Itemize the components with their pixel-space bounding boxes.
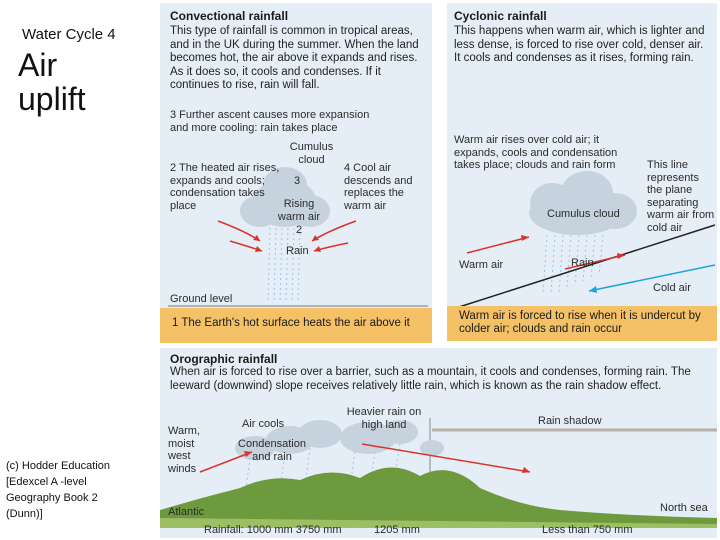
cyclonic-title: Cyclonic rainfall	[454, 9, 547, 23]
convectional-panel	[160, 3, 432, 343]
orographic-title: Orographic rainfall	[170, 352, 278, 366]
cyclonic-cold-air-label: Cold air	[653, 282, 691, 294]
cold-air-arrowhead	[589, 286, 597, 293]
cyclonic-panel	[447, 3, 717, 341]
heavier-rain-label: Heavier rain on high land	[346, 406, 422, 431]
convectional-strip-text: 1 The Earth's hot surface heats the air above it	[172, 317, 410, 329]
ground-level-label: Ground level	[170, 293, 233, 305]
orographic-body: When air is forced to rise over a barrier, such as a mountain, it cools and condenses, forming rain. The leeward (downwind) slope receives relatively little rain, which is known as the rain shadow effect.	[170, 366, 691, 392]
cyclonic-rain-label: Rain	[571, 257, 594, 269]
convectional-step3: 3 Further ascent causes more expansion and more cooling: rain takes place	[170, 109, 370, 134]
cyclonic-warm-air-label: Warm air	[459, 259, 504, 271]
atlantic-label: Atlantic	[168, 506, 205, 518]
slide-subtitle: Water Cycle 4	[22, 26, 116, 43]
convectional-step4: 4 Cool air descends and replaces the warm air	[344, 162, 413, 212]
cyclonic-strip-text: Warm air is forced to rise when it is undercut by colder air; clouds and rain occur	[459, 310, 701, 335]
slide-title-line1: Air	[18, 47, 58, 83]
convectional-step2: 2 The heated air rises, expands and cools; condensation takes place	[170, 162, 280, 212]
rain-streaks	[268, 228, 300, 303]
rainfall-label: Rainfall: 1000 mm 3750 mm	[204, 524, 342, 536]
cyclonic-cloud-shape	[529, 171, 637, 235]
convectional-title: Convectional rainfall	[170, 9, 289, 23]
convectional-body: This type of rainfall is common in tropical areas, and in the UK during the summer. When the land becomes hot, the air above it expands and rises. As it does so, it cools and condenses. If it continues to rise, rain will fall.	[170, 25, 419, 91]
cold-air-arrow	[589, 265, 715, 291]
convectional-strip	[160, 308, 432, 343]
credit-text: (c) Hodder Education [Edexcel A -level Geography Book 2 (Dunn)]	[6, 460, 110, 520]
rainfall-less-label: Less than 750 mm	[542, 524, 633, 536]
warm-moist-winds-label: Warm, moist west winds	[168, 425, 200, 475]
cyclonic-body: This happens when warm air, which is lighter and less dense, is forced to rise over cold, denser air. It cools and condenses as it rises, forming rain.	[454, 25, 705, 64]
cyclonic-warm-arrowheads	[521, 235, 625, 259]
convectional-num3: 3	[294, 175, 301, 187]
air-cools-label: Air cools	[242, 418, 285, 430]
cyclonic-warm-rises: Warm air rises over cold air; it expands, cools and condensation takes place; clouds and rain form	[454, 134, 618, 171]
cyclonic-line-note: This line represents the plane separating warm air from cold air	[647, 159, 715, 234]
convectional-rising-label: Rising warm air	[277, 198, 321, 223]
slide-title	[18, 48, 86, 116]
condensation-label: Condensation and rain	[238, 438, 306, 463]
convectional-rain-label: Rain	[286, 245, 309, 257]
cyclonic-cumulus-label: Cumulus cloud	[547, 208, 620, 220]
convectional-num2: 2	[296, 224, 303, 236]
convectional-cumulus-label: Cumulus cloud	[289, 141, 334, 166]
north-sea-label: North sea	[660, 502, 708, 514]
orographic-panel	[160, 348, 717, 538]
rainfall-mid-label: 1205 mm	[374, 524, 420, 536]
slide-title-line2: uplift	[18, 81, 86, 117]
cyclonic-strip	[447, 306, 717, 341]
rain-shadow-label: Rain shadow	[538, 415, 602, 427]
